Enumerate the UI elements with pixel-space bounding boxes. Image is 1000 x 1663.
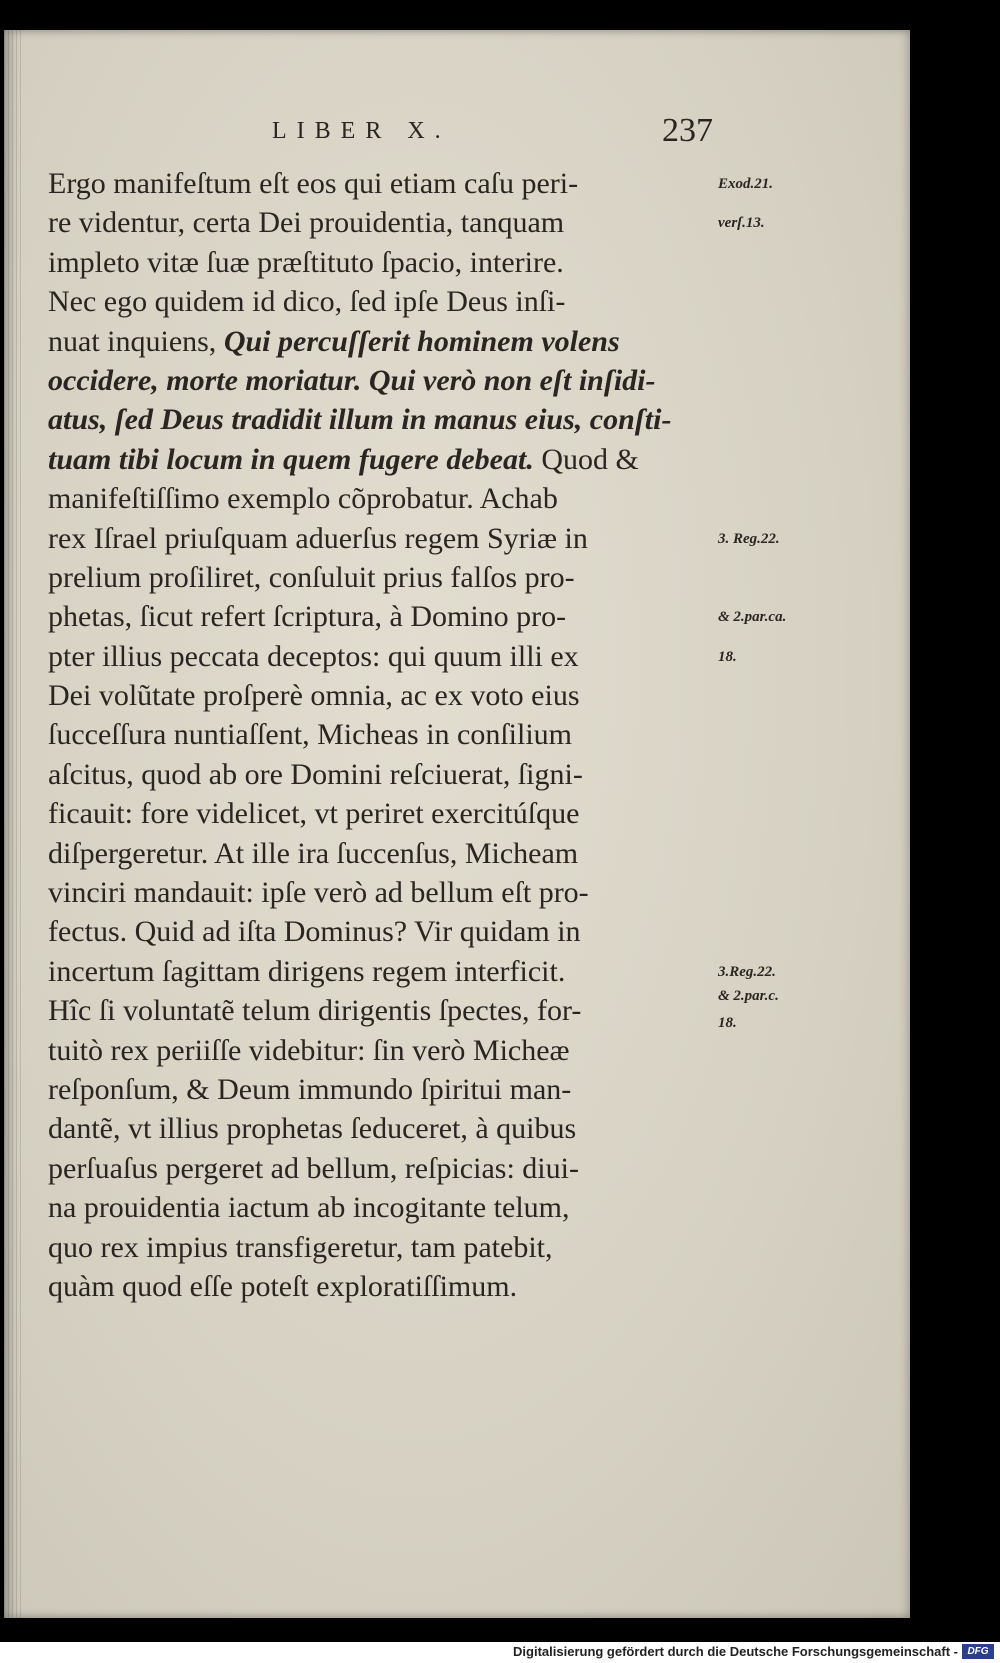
text-line <box>48 1267 718 1306</box>
text-segment: quo rex impius transfigeretur, tam patebit, <box>48 1230 553 1264</box>
text-line <box>48 322 718 361</box>
text-line <box>48 164 718 203</box>
text-line <box>48 755 718 794</box>
marginal-note: 18. <box>718 1015 737 1032</box>
text-segment: prelium proſiliret, conſuluit prius falſos pro- <box>48 560 575 594</box>
text-segment: incertum ſagittam dirigens regem interficit. <box>48 954 566 988</box>
text-segment: Quod & <box>533 442 639 476</box>
italic-quote-segment: occidere, morte moriatur. Qui verò non eſt inſidi- <box>48 363 656 397</box>
text-line <box>48 912 718 951</box>
text-line <box>48 243 718 282</box>
marginal-note: & 2.par.ca. <box>718 609 787 626</box>
text-line <box>48 834 718 873</box>
text-segment: na prouidentia iactum ab incogitante telum, <box>48 1191 570 1225</box>
text-line <box>48 1031 718 1070</box>
text-line <box>48 361 718 400</box>
text-segment: Dei volũtate proſperè omnia, ac ex voto eius <box>48 679 580 713</box>
running-head <box>4 112 910 152</box>
dfg-logo: DFG <box>962 1644 994 1659</box>
marginal-note: 3.Reg.22. <box>718 964 776 980</box>
text-line <box>48 637 718 676</box>
text-line <box>48 479 718 518</box>
text-segment: ſucceſſura nuntiaſſent, Micheas in conſilium <box>48 718 573 752</box>
marginal-note: 18. <box>718 648 737 665</box>
body-text <box>48 164 718 1306</box>
text-segment: re videntur, certa Dei prouidentia, tanquam <box>48 206 565 240</box>
text-line <box>48 952 718 991</box>
text-segment: tuitò rex periiſſe videbitur: ſin verò Micheæ <box>48 1033 570 1067</box>
text-segment: manifeſtiſſimo exemplo cõprobatur. Achab <box>48 482 558 516</box>
text-segment: nuat inquiens, <box>48 324 224 358</box>
text-segment: Hîc ſi voluntatẽ telum dirigentis ſpectes, for- <box>48 994 582 1028</box>
text-line <box>48 1070 718 1109</box>
text-line <box>48 794 718 833</box>
text-line <box>48 873 718 912</box>
text-line <box>48 203 718 242</box>
footer-credit: Digitalisierung gefördert durch die Deutsche Forschungsgemeinschaft - <box>513 1644 958 1659</box>
marginal-note: Exod.21. <box>718 176 774 192</box>
text-line <box>48 1228 718 1267</box>
text-segment: Ergo manifeſtum eſt eos qui etiam caſu peri- <box>48 167 579 200</box>
text-line <box>48 991 718 1030</box>
italic-quote-segment: atus, ſed Deus tradidit illum in manus eius, conſti- <box>48 403 672 437</box>
marginal-note: verſ.13. <box>718 215 765 232</box>
running-title: LIBER X. <box>272 118 451 144</box>
text-segment: Nec ego quidem id dico, ſed ipſe Deus inſi- <box>48 285 566 319</box>
text-line <box>48 440 718 479</box>
text-segment: reſponſum, & Deum immundo ſpiritui man- <box>48 1072 572 1106</box>
book-page <box>4 30 910 1618</box>
marginal-note: 3. Reg.22. <box>718 530 780 547</box>
text-line <box>48 1149 718 1188</box>
text-segment: ficauit: fore videlicet, vt periret exercitúſque <box>48 797 580 831</box>
text-line <box>48 282 718 321</box>
italic-quote-segment: Qui percuſſerit hominem volens <box>223 324 620 358</box>
text-segment: rex Iſrael priuſquam aduerſus regem Syriæ in <box>48 521 588 555</box>
text-line <box>48 1109 718 1148</box>
text-segment: perſuaſus pergeret ad bellum, reſpicias: diui- <box>48 1151 579 1185</box>
text-line <box>48 597 718 636</box>
text-segment: aſcitus, quod ab ore Domini reſciuerat, ſigni- <box>48 757 583 791</box>
text-line <box>48 676 718 715</box>
text-line <box>48 1188 718 1227</box>
text-line <box>48 715 718 754</box>
text-segment: dantẽ, vt illius prophetas ſeduceret, à quibus <box>48 1112 577 1146</box>
text-segment: quàm quod eſſe poteſt exploratiſſimum. <box>48 1269 518 1303</box>
text-segment: fectus. Quid ad iſta Dominus? Vir quidam in <box>48 915 581 949</box>
digitization-footer <box>0 1642 1000 1663</box>
text-segment: vinciri mandauit: ipſe verò ad bellum eſt pro- <box>48 876 589 910</box>
text-segment: pter illius peccata deceptos: qui quum illi ex <box>48 639 579 673</box>
text-line <box>48 558 718 597</box>
marginal-note: & 2.par.c. <box>718 987 779 1004</box>
text-line <box>48 519 718 558</box>
page-number: 237 <box>662 112 713 149</box>
text-segment: phetas, ſicut refert ſcriptura, à Domino pro- <box>48 600 567 634</box>
text-segment: diſpergeretur. At ille ira ſuccenſus, Micheam <box>48 836 579 870</box>
italic-quote-segment: tuam tibi locum in quem fugere debeat. <box>48 442 534 476</box>
page-edge-shadow <box>4 30 22 1618</box>
text-segment: impleto vitæ ſuæ præſtituto ſpacio, interire. <box>48 245 564 279</box>
text-line <box>48 400 718 439</box>
